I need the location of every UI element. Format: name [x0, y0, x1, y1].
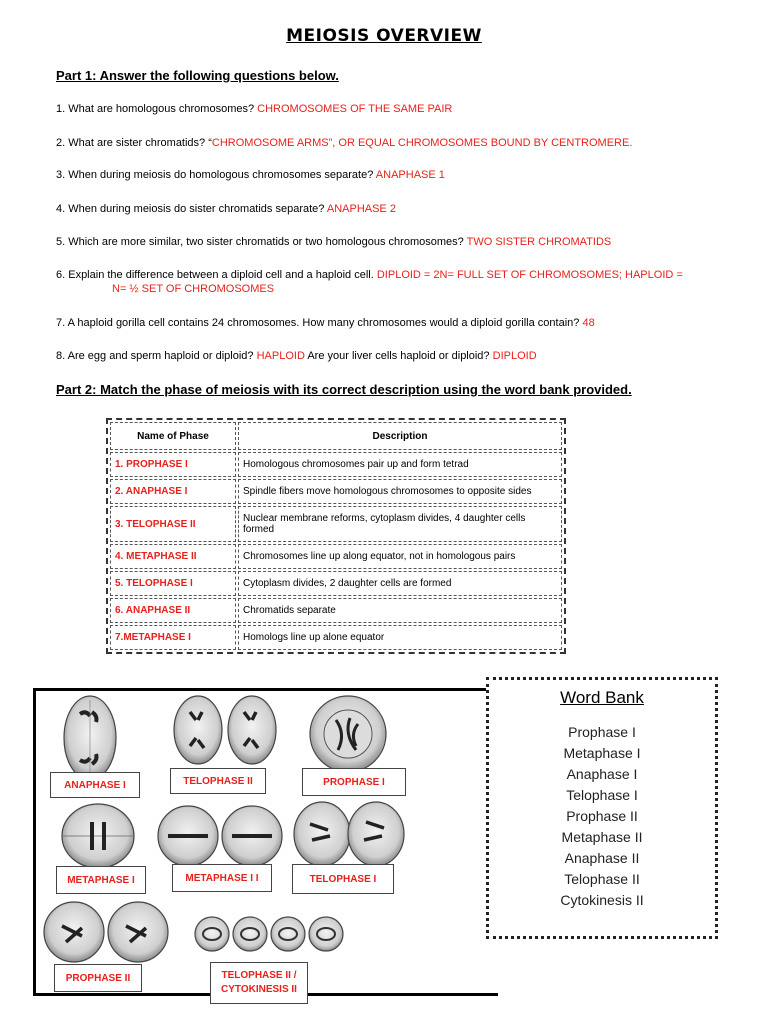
word-bank-title: Word Bank — [560, 688, 644, 707]
question-5 — [56, 235, 716, 249]
phase-name-cell: 1. PROPHASE I — [110, 452, 236, 477]
question-4 — [56, 202, 716, 216]
table-row — [110, 452, 562, 477]
question-6 — [56, 268, 716, 296]
answer-text: ANAPHASE 1 — [375, 169, 445, 181]
question-2 — [56, 136, 716, 150]
description-cell: Spindle fibers move homologous chromosomes to opposite sides — [238, 479, 562, 504]
table-row — [110, 571, 562, 596]
question-text: 4. When during meiosis do sister chromatids separate? — [56, 203, 325, 215]
phase-name-cell: 6. ANAPHASE II — [110, 598, 236, 623]
label-line-2: CYTOKINESIS II — [221, 984, 297, 995]
table-header-row — [110, 422, 562, 450]
label-anaphase-1: ANAPHASE I — [50, 772, 140, 798]
answer-text: TWO SISTER CHROMATIDS — [466, 236, 612, 248]
label-telophase-2-cytokinesis-2 — [210, 962, 308, 1004]
description-cell: Chromosomes line up along equator, not in homologous pairs — [238, 544, 562, 569]
telophase-2-cell-icon — [174, 696, 276, 764]
label-telophase-2: TELOPHASE II — [170, 768, 266, 794]
label-metaphase-2: METAPHASE I I — [172, 864, 272, 892]
label-metaphase-1: METAPHASE I — [56, 866, 146, 894]
phase-name-cell: 7.METAPHASE I — [110, 625, 236, 650]
answer-text: DIPLOID = 2N= FULL SET OF CHROMOSOMES; HAPLOID = — [376, 269, 683, 281]
phase-table — [106, 418, 566, 654]
question-7 — [56, 316, 716, 330]
question-text: 8. Are egg and sperm haploid or diploid? — [56, 350, 254, 362]
word-bank — [486, 677, 718, 939]
phase-name-cell: 4. METAPHASE II — [110, 544, 236, 569]
question-text: 3. When during meiosis do homologous chromosomes separate? — [56, 169, 374, 181]
table-row — [110, 479, 562, 504]
question-text: 1. What are homologous chromosomes? — [56, 103, 255, 115]
question-text-second: Are your liver cells haploid or diploid? — [307, 350, 490, 362]
question-3 — [56, 168, 716, 182]
metaphase-2-cell-icon — [158, 806, 282, 866]
description-cell: Cytoplasm divides, 2 daughter cells are formed — [238, 571, 562, 596]
answer-text: HAPLOID — [256, 350, 305, 362]
word-bank-item: Anaphase II — [564, 850, 640, 866]
phase-name-cell: 3. TELOPHASE II — [110, 506, 236, 542]
answer-text: ANAPHASE 2 — [326, 203, 396, 215]
answer-text: CHROMOSOMES OF THE SAME PAIR — [257, 103, 453, 115]
table-row — [110, 625, 562, 650]
column-header-name: Name of Phase — [110, 422, 236, 450]
word-bank-item: Metaphase I — [563, 745, 641, 761]
description-cell: Homologs line up alone equator — [238, 625, 562, 650]
description-cell: Chromatids separate — [238, 598, 562, 623]
answer-text: 48 — [582, 317, 595, 329]
word-bank-item: Metaphase II — [561, 829, 643, 845]
phase-name-cell: 2. ANAPHASE I — [110, 479, 236, 504]
column-header-description: Description — [238, 422, 562, 450]
word-bank-item: Cytokinesis II — [560, 892, 644, 908]
label-telophase-1: TELOPHASE I — [292, 864, 394, 894]
answer-text-continued: N= ½ SET OF CHROMOSOMES — [112, 283, 275, 295]
answer-text-second: DIPLOID — [492, 350, 537, 362]
word-bank-item: Prophase I — [568, 724, 636, 740]
question-text: 5. Which are more similar, two sister chromatids or two homologous chromosomes? — [56, 236, 464, 248]
question-8 — [56, 349, 716, 363]
question-1 — [56, 102, 716, 116]
part2-heading: Part 2: Match the phase of meiosis with its correct description using the word bank provided. — [56, 382, 632, 397]
word-bank-item: Telophase II — [564, 871, 640, 887]
question-text: 2. What are sister chromatids? “ — [56, 137, 212, 149]
part1-heading: Part 1: Answer the following questions below. — [56, 68, 339, 83]
phase-name-cell: 5. TELOPHASE I — [110, 571, 236, 596]
telophase-2-cytokinesis-2-cell-icon — [195, 917, 343, 951]
metaphase-1-cell-icon — [62, 804, 134, 868]
meiosis-cell-illustrations — [40, 690, 490, 990]
prophase-1-cell-icon — [310, 696, 386, 772]
table-row — [110, 598, 562, 623]
label-line-1: TELOPHASE II / — [221, 970, 297, 981]
anaphase-1-cell-icon — [64, 696, 116, 780]
table-row — [110, 544, 562, 569]
label-prophase-2: PROPHASE II — [54, 964, 142, 992]
table-row — [110, 506, 562, 542]
label-prophase-1: PROPHASE I — [302, 768, 406, 796]
prophase-2-cell-icon — [44, 902, 168, 962]
question-text: 6. Explain the difference between a diploid cell and a haploid cell. — [56, 269, 374, 281]
word-bank-item: Telophase I — [566, 787, 638, 803]
telophase-1-cell-icon — [294, 802, 404, 866]
word-bank-item: Anaphase I — [566, 766, 638, 782]
question-text: 7. A haploid gorilla cell contains 24 chromosomes. How many chromosomes would a diploid gorilla contain? — [56, 317, 580, 329]
answer-text: CHROMOSOME ARMS”, OR EQUAL CHROMOSOMES BOUND BY CENTROMERE. — [211, 137, 633, 149]
description-cell: Nuclear membrane reforms, cytoplasm divides, 4 daughter cells formed — [238, 506, 562, 542]
word-bank-item: Prophase II — [566, 808, 638, 824]
page-title: MEIOSIS OVERVIEW — [286, 26, 482, 46]
description-cell: Homologous chromosomes pair up and form tetrad — [238, 452, 562, 477]
